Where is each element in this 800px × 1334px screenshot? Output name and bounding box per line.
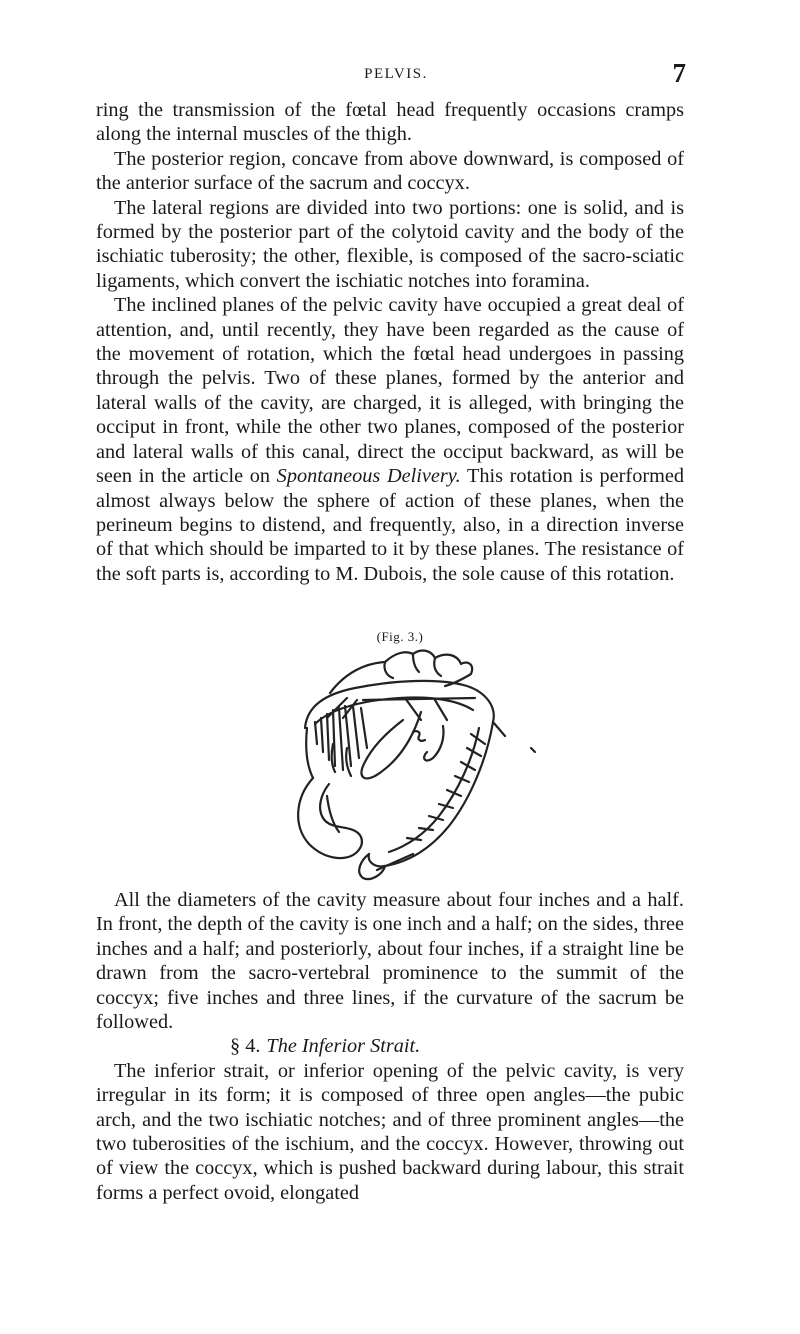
paragraph-lateral-regions: The lateral regions are divided into two portions: one is solid, and is formed by the posterior part of the colytoid cavity and the body of the ischiatic tuberosity; the other, flexible, is composed of the sacro-sciatic ligaments, which convert the ischiatic notches into foramina. (96, 196, 684, 292)
article-reference: Spontaneous Delivery. (276, 465, 461, 488)
paragraph-diameters: All the diameters of the cavity measure about four inches and a half. In front, the depth of the cavity is one inch and a half; on the sides, three inches and a half; and posteriorly, about four inches, if a straight line be drawn from the sacro-vertebral prominence to the summit of the coccyx; five inches and three lines, if the curvature of the sacrum be followed. (96, 889, 684, 1034)
running-title: PELVIS. (364, 66, 428, 82)
section-title: The Inferior Strait. (266, 1035, 421, 1058)
paragraph-continued: ring the transmission of the fœtal head frequently occasions cramps along the internal muscles of the thigh. (96, 99, 684, 146)
paragraph-inferior-strait: The inferior strait, or inferior opening of the pelvic cavity, is very irregular in its form; it is composed of three open angles—the pubic arch, and the two ischiatic notches; and of three prominent angles—the two tuberosities of the ischium, and the coccyx. However, throwing out of view the coccyx, which is pushed backward during labour, this strait forms a perfect ovoid, elongated (96, 1059, 684, 1204)
bottom-text-block (96, 888, 684, 1205)
paragraph-inclined-planes-part-a: The inclined planes of the pelvic cavity have occupied a great deal of attention, and, until recently, they have been regarded as the cause of the movement of rotation, which the fœtal head undergoes in passing through the pelvis. Two of these planes, formed by the anterior and lateral walls of the cavity, are charged, it is alleged, with bringing the occiput in front, while the other two planes, composed of the posterior and lateral walls of this canal, direct the occiput backward, as will be seen in the article on (96, 294, 684, 488)
paragraph-inclined-planes-part-b: This rotation is performed almost always below the sphere of action of these planes, when the perineum begins to distend, and frequently, also, in a direction inverse of that which should be imparted to it by these planes. The resistance of the soft parts is, according to M. Dubois, the sole cause of this rotation. (96, 465, 685, 585)
section-heading (96, 1034, 684, 1058)
running-head (96, 60, 696, 90)
top-text-block (96, 98, 684, 586)
section-number: § 4. (230, 1035, 261, 1058)
pelvis-section-engraving-icon (235, 648, 565, 883)
paragraph-inclined-planes (96, 293, 684, 586)
page-number: 7 (672, 58, 686, 88)
paragraph-posterior-region: The posterior region, concave from above downward, is composed of the anterior surface of the sacrum and coccyx. (96, 147, 684, 195)
figure-caption: (Fig. 3.) (376, 629, 424, 644)
